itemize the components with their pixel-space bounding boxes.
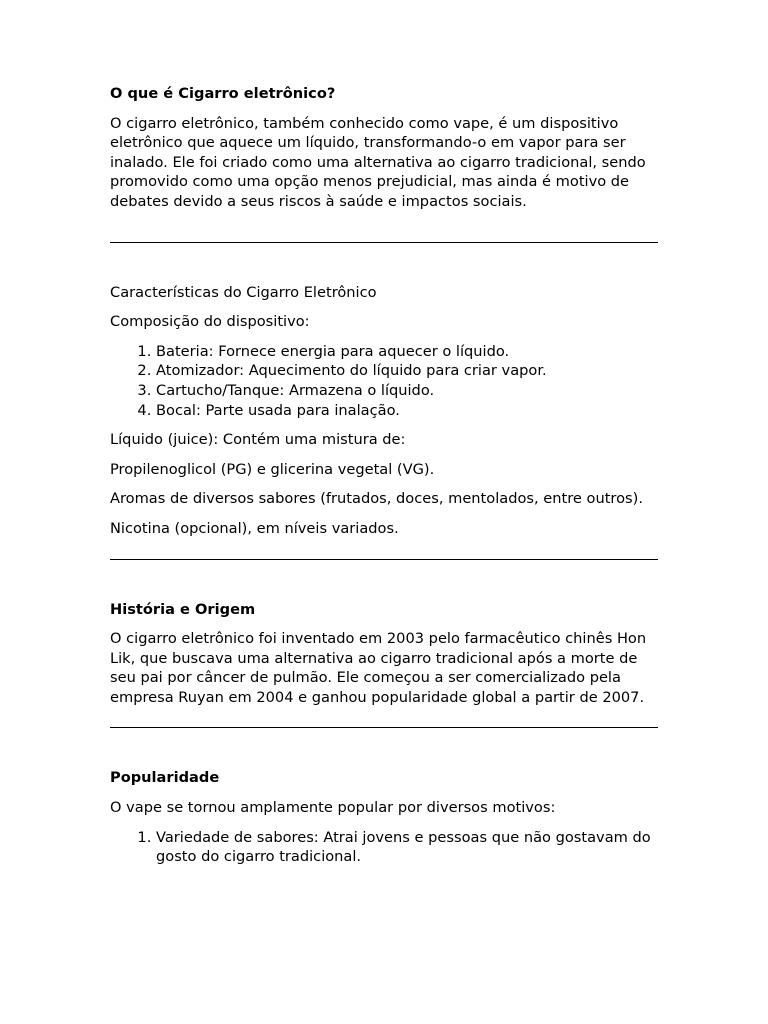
paragraph: O cigarro eletrônico foi inventado em 2003 pelo farmacêutico chinês Hon Lik, que buscava uma alternativa ao cigarro tradicional após a morte de seu pai por câncer de pulmão. Ele começou a ser comercializado pela empresa Ruyan em 2004 e ganhou popularidade global a partir de 2007. bbox=[110, 630, 647, 706]
paragraph: Líquido (juice): Contém uma mistura de: bbox=[110, 431, 406, 449]
list-item: 2. Atomizador: Aquecimento do líquido para criar vapor. bbox=[156, 361, 658, 381]
section-popularity bbox=[110, 768, 658, 866]
paragraph: Aromas de diversos sabores (frutados, doces, mentolados, entre outros). bbox=[110, 490, 643, 508]
paragraph: Propilenoglicol (PG) e glicerina vegetal (VG). bbox=[110, 460, 435, 478]
section-characteristics bbox=[110, 283, 658, 539]
document-content bbox=[110, 84, 658, 877]
section-heading: Características do Cigarro Eletrônico bbox=[110, 283, 377, 301]
paragraph: Nicotina (opcional), em níveis variados. bbox=[110, 519, 399, 537]
section-heading: O que é Cigarro eletrônico? bbox=[110, 85, 336, 102]
section-what-is bbox=[110, 84, 658, 212]
section-heading: História e Origem bbox=[110, 600, 256, 618]
list-item: 4. Bocal: Parte usada para inalação. bbox=[156, 401, 658, 421]
paragraph: O vape se tornou amplamente popular por diversos motivos: bbox=[110, 799, 556, 817]
list-item: 1. Bateria: Fornece energia para aquecer o líquido. bbox=[156, 342, 658, 362]
section-heading: Popularidade bbox=[110, 769, 220, 787]
section-divider bbox=[110, 727, 658, 728]
reason-list bbox=[110, 828, 658, 867]
list-item: 1. Variedade de sabores: Atrai jovens e pessoas que não gostavam do gosto do cigarro tradicional. bbox=[156, 828, 658, 867]
section-divider bbox=[110, 559, 658, 560]
subheading: Composição do dispositivo: bbox=[110, 313, 310, 331]
section-history bbox=[110, 600, 658, 708]
paragraph: O cigarro eletrônico, também conhecido como vape, é um dispositivo eletrônico que aquece um líquido, transformando-o em vapor para ser inalado. Ele foi criado como uma alternativa ao cigarro tradicional, sendo promovido como uma opção menos prejudicial, mas ainda é motivo de debates devido a seus riscos à saúde e impactos sociais. bbox=[110, 114, 646, 210]
section-divider bbox=[110, 242, 658, 243]
component-list bbox=[110, 342, 658, 420]
list-item: 3. Cartucho/Tanque: Armazena o líquido. bbox=[156, 381, 658, 401]
